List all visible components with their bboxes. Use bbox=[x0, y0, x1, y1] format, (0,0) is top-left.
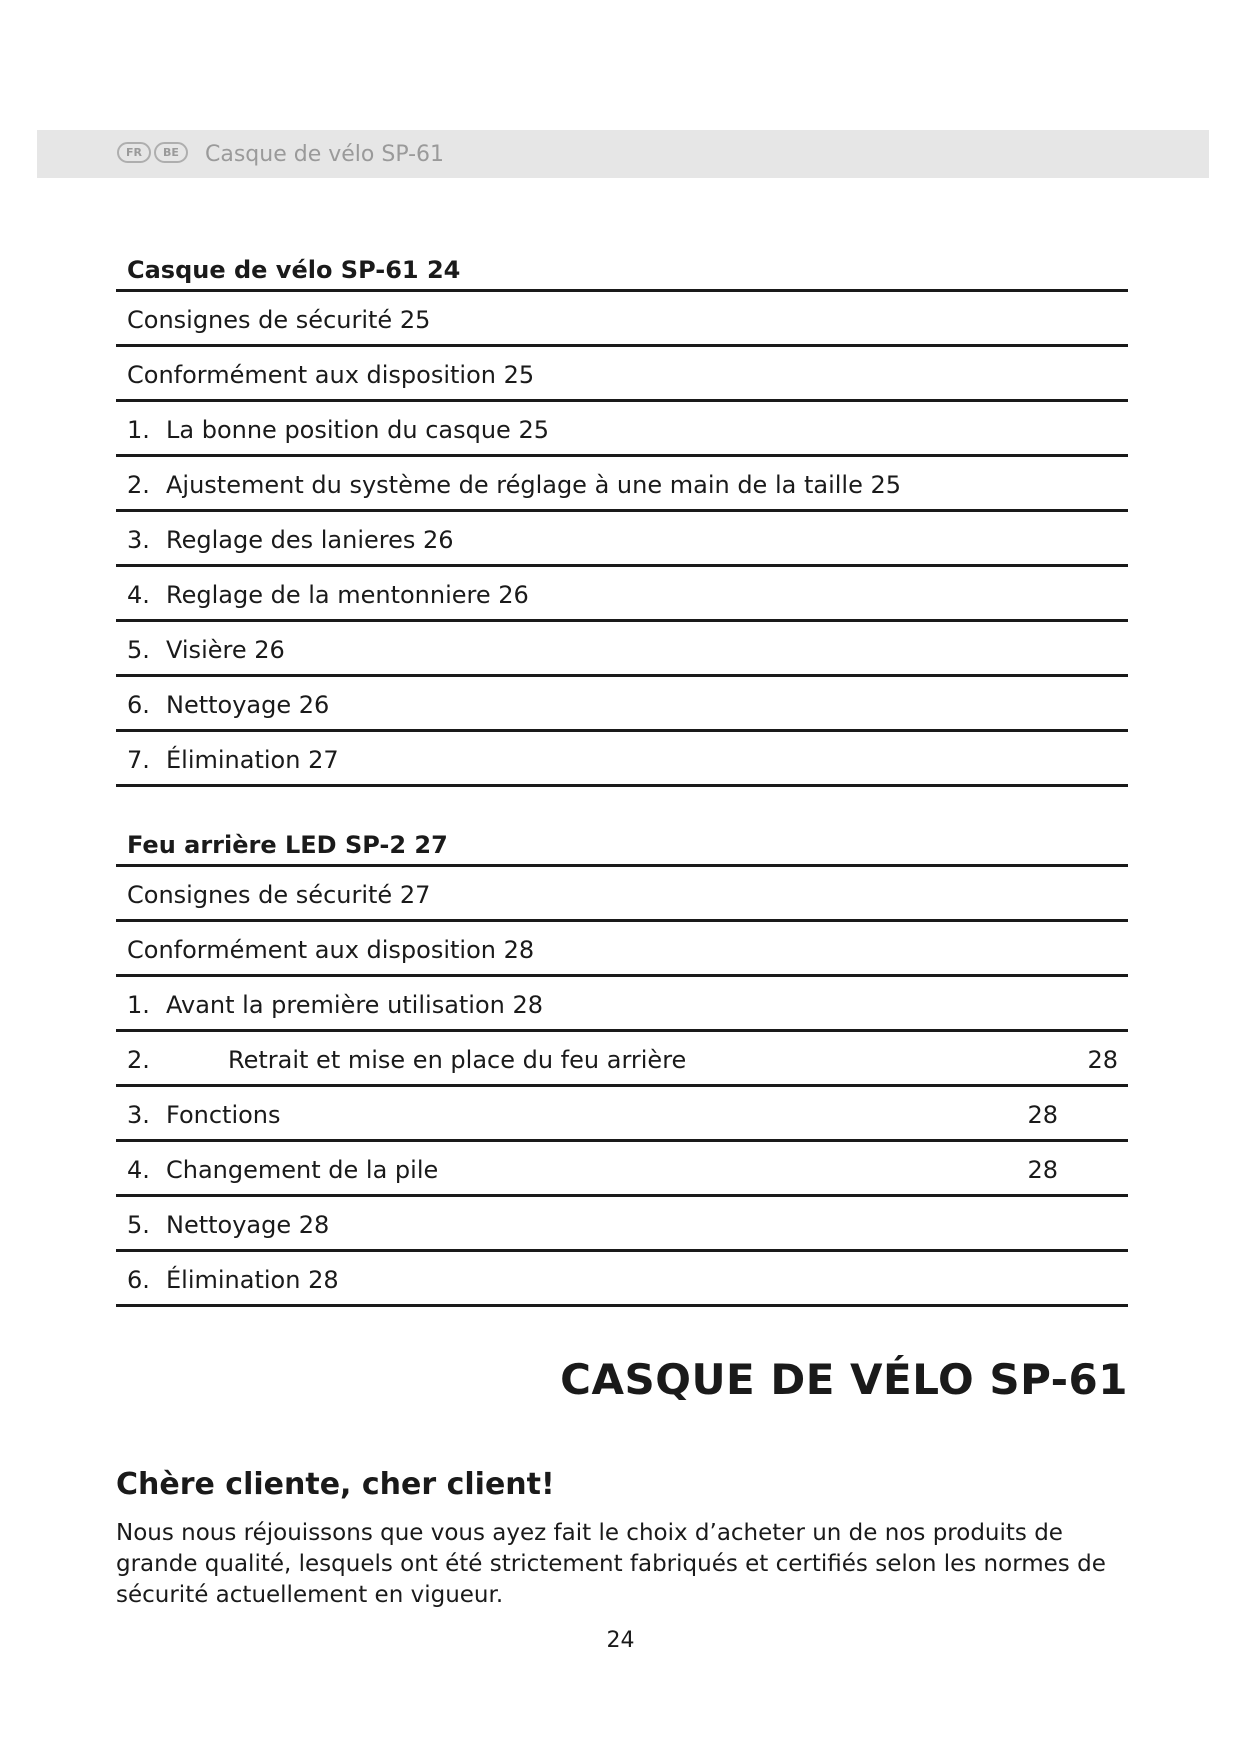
toc-entry-text: Conformément aux disposition 28 bbox=[127, 936, 535, 964]
toc-entry[interactable] bbox=[116, 922, 1128, 977]
header-title: Casque de vélo SP-61 bbox=[205, 142, 445, 167]
toc-section-rear-light bbox=[116, 823, 1128, 1307]
greeting-heading: Chère cliente, cher client! bbox=[116, 1467, 555, 1502]
toc-entry[interactable] bbox=[116, 622, 1128, 677]
toc-entry-text: Consignes de sécurité 25 bbox=[127, 306, 431, 334]
running-header bbox=[37, 130, 1209, 178]
toc-section-helmet bbox=[116, 248, 1128, 787]
toc-entry[interactable] bbox=[116, 977, 1128, 1032]
toc-entry[interactable] bbox=[116, 1142, 1128, 1197]
toc-entry[interactable] bbox=[116, 1032, 1128, 1087]
badge-fr: FR bbox=[117, 142, 151, 163]
badge-be: BE bbox=[154, 142, 188, 163]
toc-entry-text: Reglage de la mentonniere 26 bbox=[166, 581, 529, 609]
toc-entry-text: Reglage des lanieres 26 bbox=[166, 526, 454, 554]
toc-entry-number: 5. bbox=[127, 1211, 150, 1239]
toc-entry-number: 7. bbox=[127, 746, 150, 774]
toc-entry-text: Avant la première utilisation 28 bbox=[166, 991, 544, 1019]
toc-entry-text: Ajustement du système de réglage à une main de la taille 25 bbox=[166, 471, 902, 499]
toc-entry[interactable] bbox=[116, 867, 1128, 922]
toc-entry-number: 6. bbox=[127, 691, 150, 719]
toc-entry-text: Conformément aux disposition 25 bbox=[127, 361, 535, 389]
toc-entry[interactable] bbox=[116, 1087, 1128, 1142]
chapter-title: CASQUE DE VÉLO SP-61 bbox=[560, 1355, 1128, 1404]
toc-entry-number: 1. bbox=[127, 416, 150, 444]
toc-entry-number: 1. bbox=[127, 991, 150, 1019]
intro-paragraph: Nous nous réjouissons que vous ayez fait le choix d’acheter un de nos produits de grande qualité, lesquels ont été strictement fabriqués et certifiés selon les normes de sécurité actuellement en vigueur. bbox=[116, 1520, 1106, 1608]
toc-entry-text: Élimination 28 bbox=[166, 1266, 339, 1294]
toc-entry-number: 5. bbox=[127, 636, 150, 664]
toc-entry[interactable] bbox=[116, 567, 1128, 622]
toc-entry[interactable] bbox=[116, 402, 1128, 457]
toc-entry-page: 28 bbox=[1027, 1156, 1058, 1184]
toc-entry-text: Visière 26 bbox=[166, 636, 285, 664]
toc-entry-text: Nettoyage 28 bbox=[166, 1211, 330, 1239]
toc-entry[interactable] bbox=[116, 677, 1128, 732]
toc-entry[interactable] bbox=[116, 732, 1128, 787]
toc-entry-number: 2. bbox=[127, 471, 150, 499]
toc-entry-text: Fonctions bbox=[166, 1101, 281, 1129]
toc-entry-page: 28 bbox=[1027, 1101, 1058, 1129]
toc-entry[interactable] bbox=[116, 457, 1128, 512]
toc-entry-number: 4. bbox=[127, 581, 150, 609]
toc-entry[interactable] bbox=[116, 1197, 1128, 1252]
toc-heading[interactable]: Casque de vélo SP-61 24 bbox=[116, 248, 1128, 292]
toc-entry-page: 28 bbox=[1087, 1046, 1118, 1074]
toc-entry[interactable] bbox=[116, 512, 1128, 567]
toc-entry-number: 3. bbox=[127, 526, 150, 554]
toc-heading[interactable]: Feu arrière LED SP-2 27 bbox=[116, 823, 1128, 867]
toc-entry-text: Consignes de sécurité 27 bbox=[127, 881, 431, 909]
toc-entry-text: Retrait et mise en place du feu arrière bbox=[228, 1046, 687, 1074]
toc-entry-number: 6. bbox=[127, 1266, 150, 1294]
toc-entry-text: Nettoyage 26 bbox=[166, 691, 330, 719]
toc-entry-text: Changement de la pile bbox=[166, 1156, 439, 1184]
toc-entry-text: Élimination 27 bbox=[166, 746, 339, 774]
page-number: 24 bbox=[606, 1628, 635, 1653]
toc-entry[interactable] bbox=[116, 347, 1128, 402]
language-badges bbox=[117, 142, 188, 163]
toc-entry-number: 4. bbox=[127, 1156, 150, 1184]
toc-entry-number: 2. bbox=[127, 1046, 150, 1074]
toc-entry-text: La bonne position du casque 25 bbox=[166, 416, 549, 444]
toc-entry[interactable] bbox=[116, 1252, 1128, 1307]
toc-entry[interactable] bbox=[116, 292, 1128, 347]
toc-entry-number: 3. bbox=[127, 1101, 150, 1129]
